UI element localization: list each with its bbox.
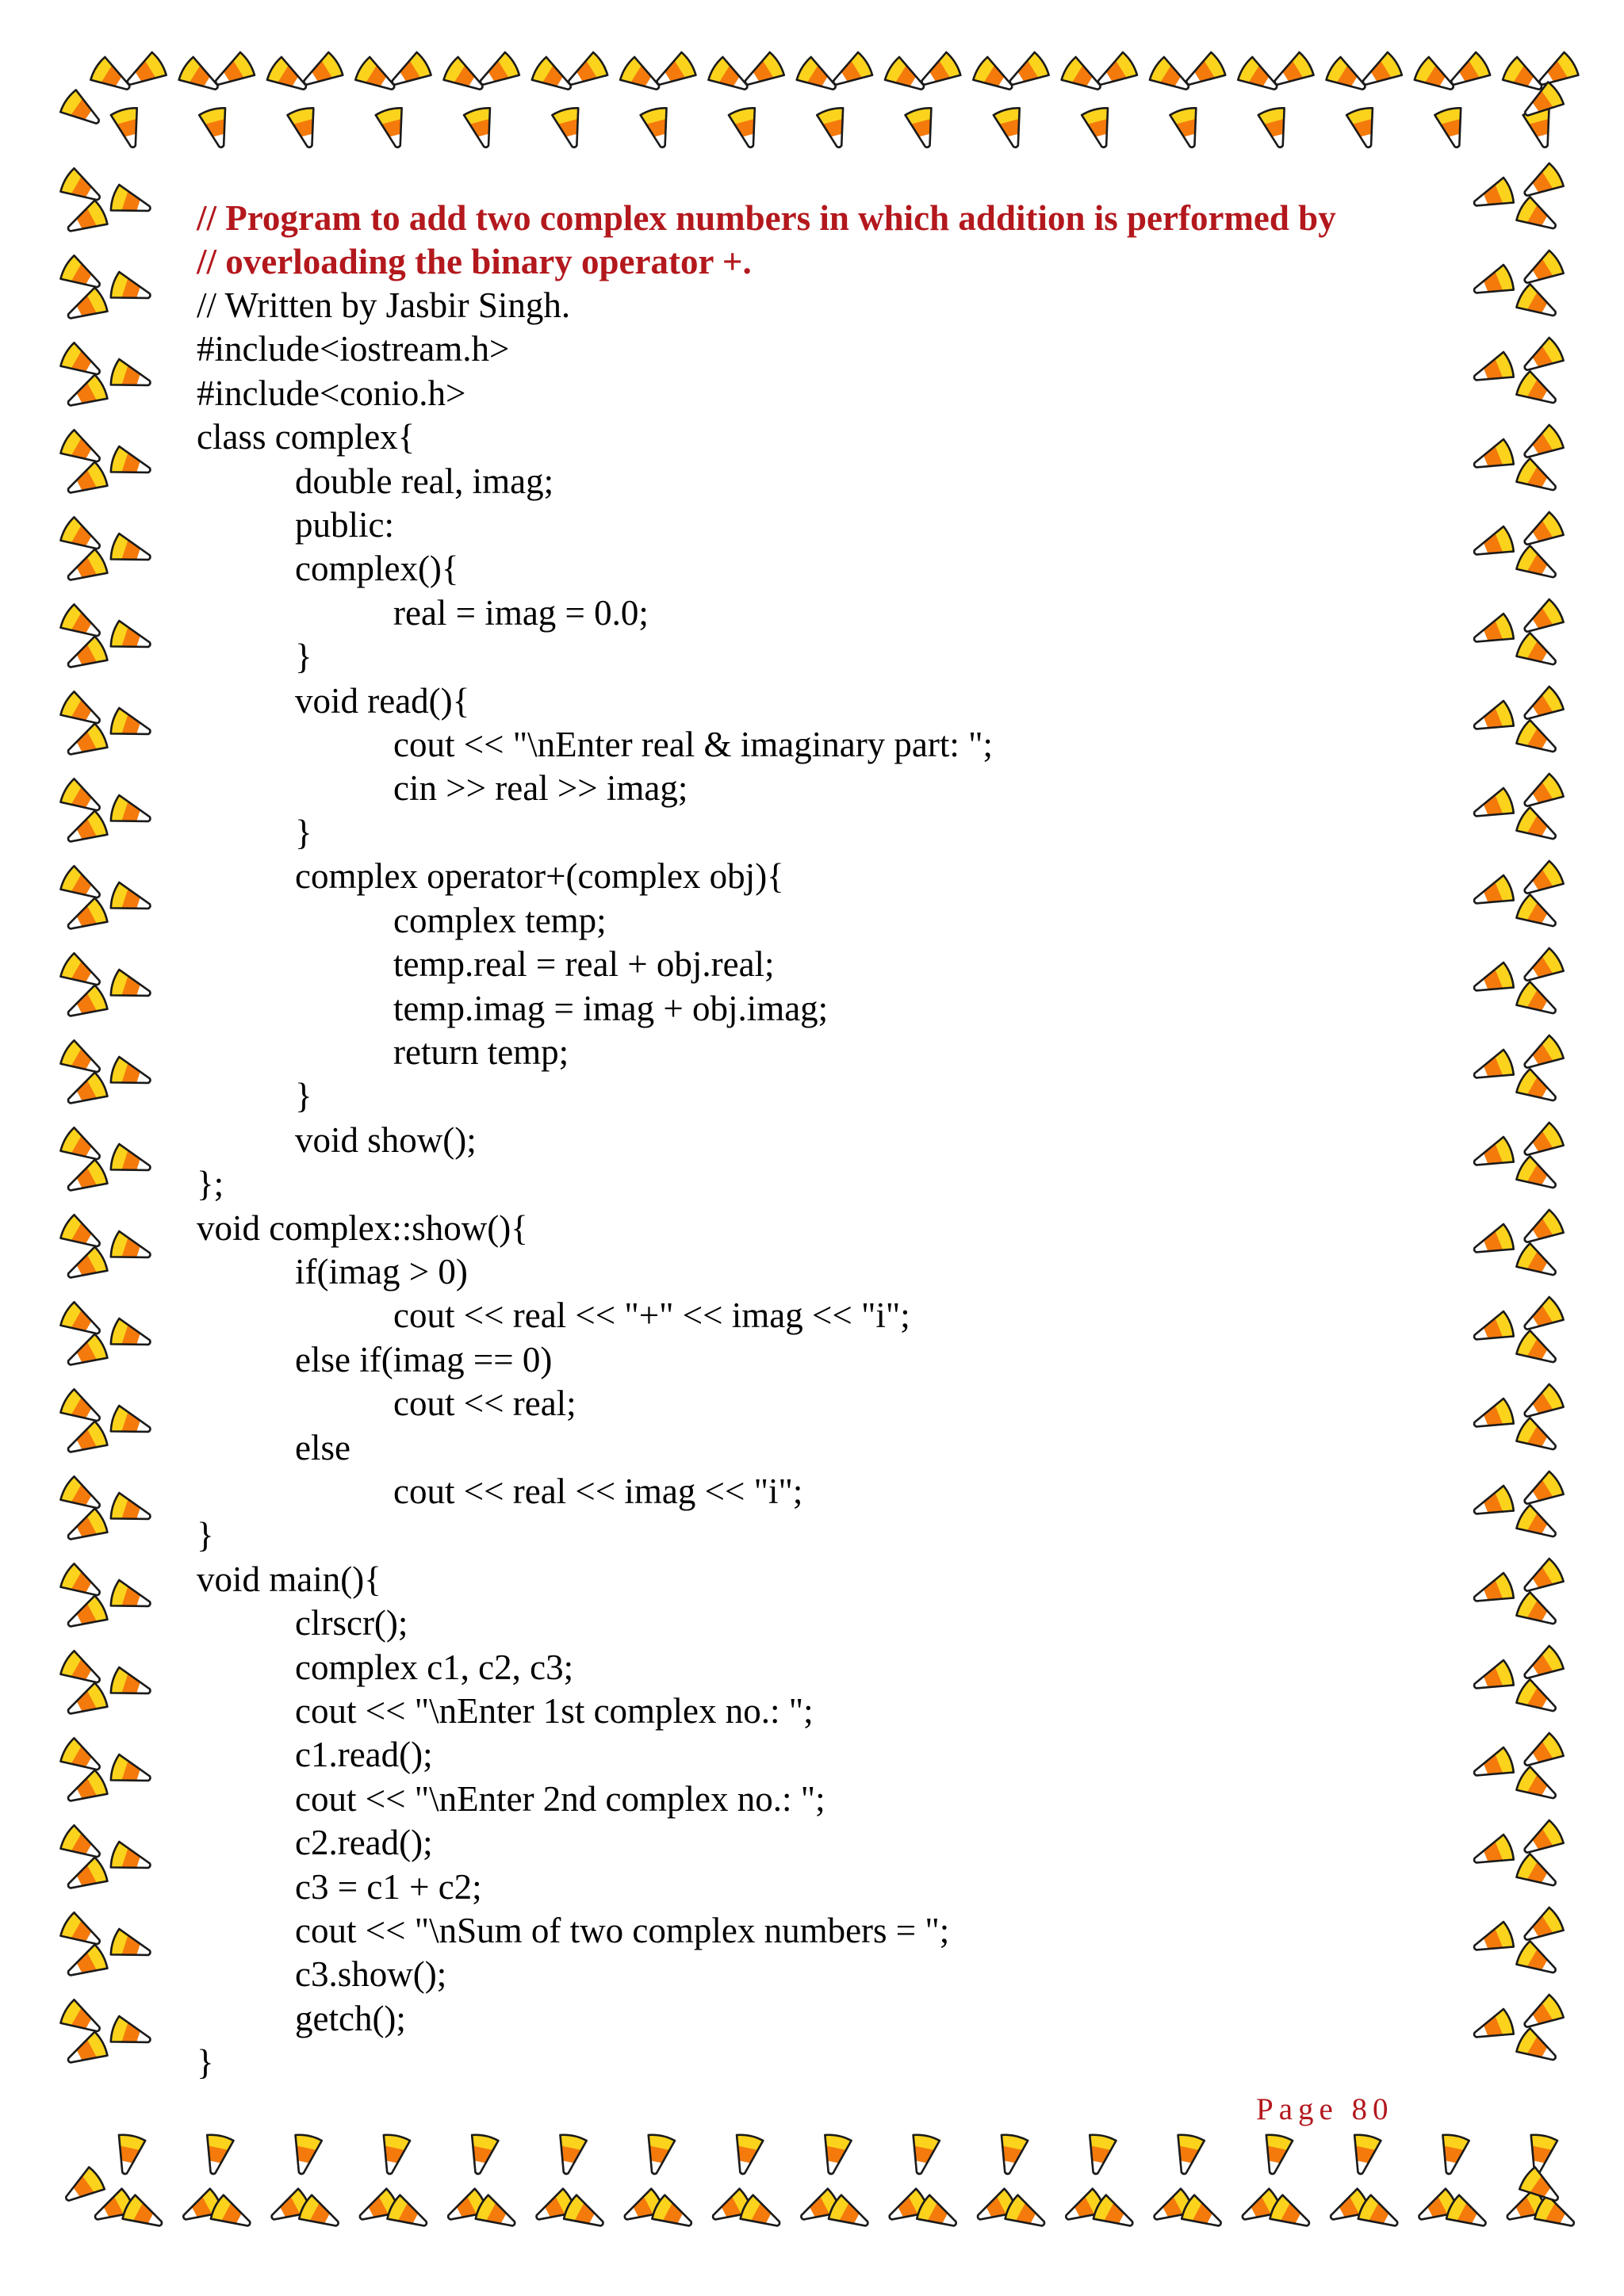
candy-corn-icon — [54, 84, 110, 137]
candy-corn-icon — [104, 355, 158, 400]
candy-corn-icon — [1510, 366, 1566, 417]
candy-corn-icon — [726, 2128, 767, 2180]
candy-corn-icon — [104, 1663, 158, 1708]
candy-corn-icon — [990, 101, 1032, 155]
candy-corn-icon — [58, 1852, 114, 1902]
candy-corn-icon — [1514, 1379, 1570, 1430]
candy-corn-icon — [104, 704, 158, 748]
candy-corn-icon — [1465, 609, 1521, 656]
candy-corn-icon — [1465, 958, 1521, 1004]
code-line: void read(){ — [295, 680, 470, 721]
candy-corn-icon — [54, 1123, 110, 1173]
code-line: c2.read(); — [295, 1823, 433, 1863]
candy-corn-icon — [284, 101, 327, 155]
code-listing — [197, 284, 1465, 2085]
title-line: // Program to add two complex numbers in which addition is performed by — [197, 198, 1336, 238]
candy-corn-icon — [205, 47, 261, 98]
code-line: void main(){ — [197, 1559, 381, 1599]
candy-corn-icon — [1510, 2023, 1566, 2074]
candy-corn-icon — [58, 1154, 114, 1204]
candy-corn-icon — [1510, 890, 1566, 940]
code-line: // Written by Jasbir Singh. — [197, 285, 571, 325]
program-title — [197, 197, 1465, 284]
candy-corn-icon — [1465, 1481, 1521, 1528]
candy-corn-icon — [54, 425, 110, 476]
candy-corn-icon — [1510, 1936, 1566, 1987]
candy-corn-icon — [54, 1210, 110, 1261]
candy-corn-icon — [1465, 173, 1521, 220]
candy-corn-icon — [58, 1329, 114, 1379]
candy-corn-icon — [1510, 1413, 1566, 1464]
code-line: return temp; — [393, 1031, 569, 1072]
candy-corn-icon — [1510, 1762, 1566, 1812]
candy-corn-icon — [1079, 2128, 1120, 2180]
candy-corn-icon — [1342, 101, 1385, 155]
candy-corn-icon — [814, 2128, 855, 2180]
candy-corn-icon — [1514, 1815, 1570, 1866]
code-line: } — [197, 1515, 214, 1556]
candy-corn-icon — [285, 2128, 325, 2180]
candy-corn-icon — [54, 1995, 110, 2045]
candy-corn-icon — [1510, 453, 1566, 504]
candy-corn-icon — [58, 369, 114, 419]
code-line: temp.imag = imag + obj.imag; — [393, 988, 829, 1028]
candy-corn-icon — [1510, 1326, 1566, 1376]
candy-corn-icon — [54, 687, 110, 737]
candy-corn-icon — [104, 1140, 158, 1184]
candy-corn-icon — [1465, 1830, 1521, 1877]
candy-corn-icon — [1465, 1045, 1521, 1092]
candy-corn-icon — [1514, 1553, 1570, 1605]
candy-corn-icon — [638, 2128, 678, 2180]
candy-corn-icon — [1510, 279, 1566, 330]
candy-corn-icon — [107, 101, 150, 155]
candy-corn-icon — [1514, 332, 1570, 384]
candy-corn-icon — [58, 718, 114, 768]
candy-corn-icon — [293, 47, 349, 98]
candy-corn-icon — [1514, 768, 1570, 820]
candy-corn-icon — [54, 1384, 110, 1435]
candy-corn-icon — [104, 530, 158, 574]
candy-corn-icon — [1254, 101, 1297, 155]
candy-corn-icon — [54, 1297, 110, 1348]
code-line: cin >> real >> imag; — [393, 768, 688, 809]
code-line: }; — [197, 1164, 224, 1204]
code-line: if(imag > 0) — [295, 1251, 468, 1292]
candy-corn-icon — [1514, 1989, 1570, 2041]
candy-corn-icon — [1264, 47, 1320, 98]
candy-corn-icon — [104, 2012, 158, 2057]
candy-corn-icon — [1514, 158, 1570, 209]
candy-corn-icon — [1087, 47, 1143, 98]
candy-corn-icon — [55, 2161, 111, 2214]
title-line: // overloading the binary operator +. — [197, 242, 752, 281]
candy-corn-icon — [1510, 1500, 1566, 1551]
candy-corn-icon — [1465, 1655, 1521, 1702]
candy-corn-icon — [54, 1035, 110, 1086]
candy-corn-icon — [54, 599, 110, 650]
candy-corn-icon — [1465, 1219, 1521, 1266]
candy-corn-icon — [469, 47, 526, 98]
candy-corn-icon — [372, 101, 415, 155]
code-line: cout << real; — [393, 1383, 576, 1424]
candy-corn-icon — [1514, 1292, 1570, 1343]
candy-corn-icon — [902, 101, 944, 155]
candy-corn-icon — [1465, 347, 1521, 394]
code-line: cout << real << imag << "i"; — [393, 1471, 803, 1511]
candy-corn-icon — [104, 442, 158, 487]
candy-corn-icon — [1514, 1902, 1570, 1954]
candy-corn-icon — [104, 1402, 158, 1446]
candy-corn-icon — [1510, 1064, 1566, 1115]
candy-corn-icon — [58, 631, 114, 681]
candy-corn-icon — [1255, 2128, 1296, 2180]
code-line: else — [295, 1427, 350, 1468]
candy-corn-icon — [104, 181, 158, 225]
candy-corn-icon — [54, 1820, 110, 1871]
candy-corn-icon — [104, 617, 158, 661]
candy-corn-icon — [54, 512, 110, 563]
candy-corn-icon — [1510, 628, 1566, 679]
candy-corn-icon — [54, 774, 110, 825]
candy-corn-icon — [1431, 101, 1473, 155]
candy-corn-icon — [373, 2128, 413, 2180]
candy-corn-icon — [104, 878, 158, 923]
candy-corn-icon — [1175, 47, 1231, 98]
candy-corn-icon — [1465, 1132, 1521, 1179]
candy-corn-icon — [1514, 419, 1570, 471]
candy-corn-icon — [462, 2128, 502, 2180]
candy-corn-icon — [104, 791, 158, 836]
candy-corn-icon — [58, 1678, 114, 1728]
candy-corn-icon — [1465, 522, 1521, 568]
candy-corn-icon — [1166, 101, 1209, 155]
candy-corn-icon — [557, 47, 614, 98]
code-line: double real, imag; — [295, 461, 554, 501]
candy-corn-icon — [902, 2128, 943, 2180]
candy-corn-icon — [104, 1053, 158, 1097]
candy-corn-icon — [999, 47, 1055, 98]
candy-corn-icon — [1465, 696, 1521, 743]
candy-corn-icon — [54, 1908, 110, 1958]
candy-corn-icon — [54, 1646, 110, 1697]
candy-corn-icon — [381, 47, 438, 98]
candy-corn-icon — [1432, 2128, 1473, 2180]
candy-corn-icon — [58, 282, 114, 332]
candy-corn-icon — [911, 47, 967, 98]
candy-corn-icon — [104, 1751, 158, 1795]
candy-corn-icon — [117, 47, 173, 98]
candy-corn-icon — [104, 1925, 158, 1969]
code-line: complex c1, c2, c3; — [295, 1647, 574, 1687]
code-line: public: — [295, 505, 394, 545]
candy-corn-icon — [54, 163, 110, 214]
candy-corn-icon — [1510, 541, 1566, 591]
code-line: } — [295, 812, 312, 852]
candy-corn-icon — [58, 544, 114, 594]
candy-corn-icon — [460, 101, 503, 155]
code-line: c3.show(); — [295, 1954, 447, 1995]
candy-corn-icon — [1514, 943, 1570, 994]
candy-corn-icon — [58, 1765, 114, 1815]
candy-corn-icon — [1514, 245, 1570, 297]
candy-corn-icon — [1510, 1238, 1566, 1289]
candy-corn-icon — [58, 893, 114, 943]
candy-corn-icon — [1465, 1307, 1521, 1353]
code-line: void show(); — [295, 1119, 477, 1160]
candy-corn-icon — [548, 101, 591, 155]
candy-corn-icon — [58, 195, 114, 245]
candy-corn-icon — [1167, 2128, 1208, 2180]
candy-corn-icon — [1514, 594, 1570, 645]
candy-corn-icon — [58, 1416, 114, 1466]
code-line: c3 = c1 + c2; — [295, 1866, 482, 1907]
candy-corn-icon — [1514, 1204, 1570, 1256]
candy-corn-icon — [550, 2128, 590, 2180]
candy-corn-icon — [1465, 1743, 1521, 1789]
candy-corn-icon — [990, 2128, 1031, 2180]
code-line: #include<conio.h> — [197, 373, 466, 413]
candy-corn-icon — [637, 101, 680, 155]
candy-corn-icon — [58, 457, 114, 507]
candy-corn-icon — [54, 861, 110, 912]
candy-corn-icon — [58, 1939, 114, 1989]
code-line: #include<iostream.h> — [197, 329, 510, 369]
candy-corn-icon — [1514, 507, 1570, 558]
code-line: } — [295, 637, 312, 677]
candy-corn-icon — [1465, 260, 1521, 307]
candy-corn-icon — [58, 2026, 114, 2076]
candy-corn-icon — [1078, 101, 1120, 155]
candy-corn-icon — [1465, 1917, 1521, 1964]
code-line: } — [295, 1076, 312, 1116]
candy-corn-icon — [197, 2128, 237, 2180]
candy-corn-icon — [1510, 1151, 1566, 1202]
candy-corn-icon — [1510, 1849, 1566, 1900]
candy-corn-icon — [54, 1471, 110, 1522]
page-number: Page 80 — [1256, 2092, 1394, 2126]
code-line: cout << "\nEnter 2nd complex no.: "; — [295, 1778, 825, 1819]
candy-corn-icon — [1510, 802, 1566, 853]
candy-corn-icon — [58, 1590, 114, 1640]
candy-corn-icon — [1465, 871, 1521, 917]
candy-corn-icon — [1510, 1587, 1566, 1638]
candy-corn-icon — [195, 101, 238, 155]
code-line: real = imag = 0.0; — [393, 592, 649, 633]
candy-corn-icon — [1514, 1030, 1570, 1081]
candy-corn-icon — [104, 1576, 158, 1621]
candy-corn-icon — [1465, 2004, 1521, 2051]
code-line: temp.real = real + obj.real; — [393, 944, 775, 985]
code-line: cout << "\nEnter 1st complex no.: "; — [295, 1691, 814, 1731]
candy-corn-icon — [104, 1227, 158, 1272]
candy-corn-icon — [104, 1314, 158, 1359]
candy-corn-icon — [58, 980, 114, 1030]
code-line: else if(imag == 0) — [295, 1339, 553, 1380]
candy-corn-icon — [1514, 1117, 1570, 1169]
candy-corn-icon — [1510, 1674, 1566, 1725]
candy-corn-icon — [1465, 434, 1521, 481]
code-line: clrscr(); — [295, 1603, 408, 1644]
candy-corn-icon — [1465, 783, 1521, 830]
candy-corn-icon — [58, 1242, 114, 1292]
code-line: getch(); — [295, 1998, 406, 2038]
candy-corn-icon — [1440, 47, 1496, 98]
candy-corn-icon — [1352, 47, 1408, 98]
code-line: } — [197, 2042, 214, 2083]
candy-corn-icon — [54, 1733, 110, 1784]
candy-corn-icon — [725, 101, 768, 155]
candy-corn-icon — [54, 1559, 110, 1609]
code-line: complex operator+(complex obj){ — [295, 856, 784, 897]
candy-corn-icon — [1514, 1640, 1570, 1692]
candy-corn-icon — [54, 251, 110, 301]
candy-corn-icon — [813, 101, 856, 155]
candy-corn-icon — [1514, 855, 1570, 907]
candy-corn-icon — [1510, 715, 1566, 766]
candy-corn-icon — [58, 806, 114, 855]
candy-corn-icon — [1514, 1728, 1570, 1779]
code-line: complex(){ — [295, 549, 459, 589]
candy-corn-icon — [1510, 192, 1566, 243]
code-line: cout << "\nEnter real & imaginary part: "; — [393, 725, 994, 765]
code-line: cout << "\nSum of two complex numbers = "; — [295, 1911, 950, 1951]
candy-corn-icon — [1514, 1466, 1570, 1517]
candy-corn-icon — [1510, 977, 1566, 1027]
candy-corn-icon — [58, 1503, 114, 1553]
candy-corn-icon — [104, 1489, 158, 1533]
candy-corn-icon — [1344, 2128, 1385, 2180]
candy-corn-icon — [108, 2128, 148, 2180]
candy-corn-icon — [1514, 681, 1570, 733]
candy-corn-icon — [734, 47, 791, 98]
code-line: void complex::show(){ — [197, 1207, 528, 1248]
document-content — [197, 197, 1465, 2085]
candy-corn-icon — [54, 338, 110, 388]
candy-corn-icon — [58, 1067, 114, 1117]
candy-corn-icon — [1465, 1568, 1521, 1615]
candy-corn-icon — [822, 47, 879, 98]
code-line: class complex{ — [197, 417, 416, 457]
code-line: complex temp; — [393, 900, 607, 940]
candy-corn-icon — [54, 948, 110, 999]
candy-corn-icon — [104, 1838, 158, 1882]
candy-corn-icon — [646, 47, 703, 98]
code-line: cout << real << "+" << imag << "i"; — [393, 1295, 910, 1336]
candy-corn-icon — [1465, 1394, 1521, 1441]
candy-corn-icon — [104, 966, 158, 1010]
candy-corn-icon — [104, 268, 158, 312]
code-line: c1.read(); — [295, 1735, 433, 1775]
